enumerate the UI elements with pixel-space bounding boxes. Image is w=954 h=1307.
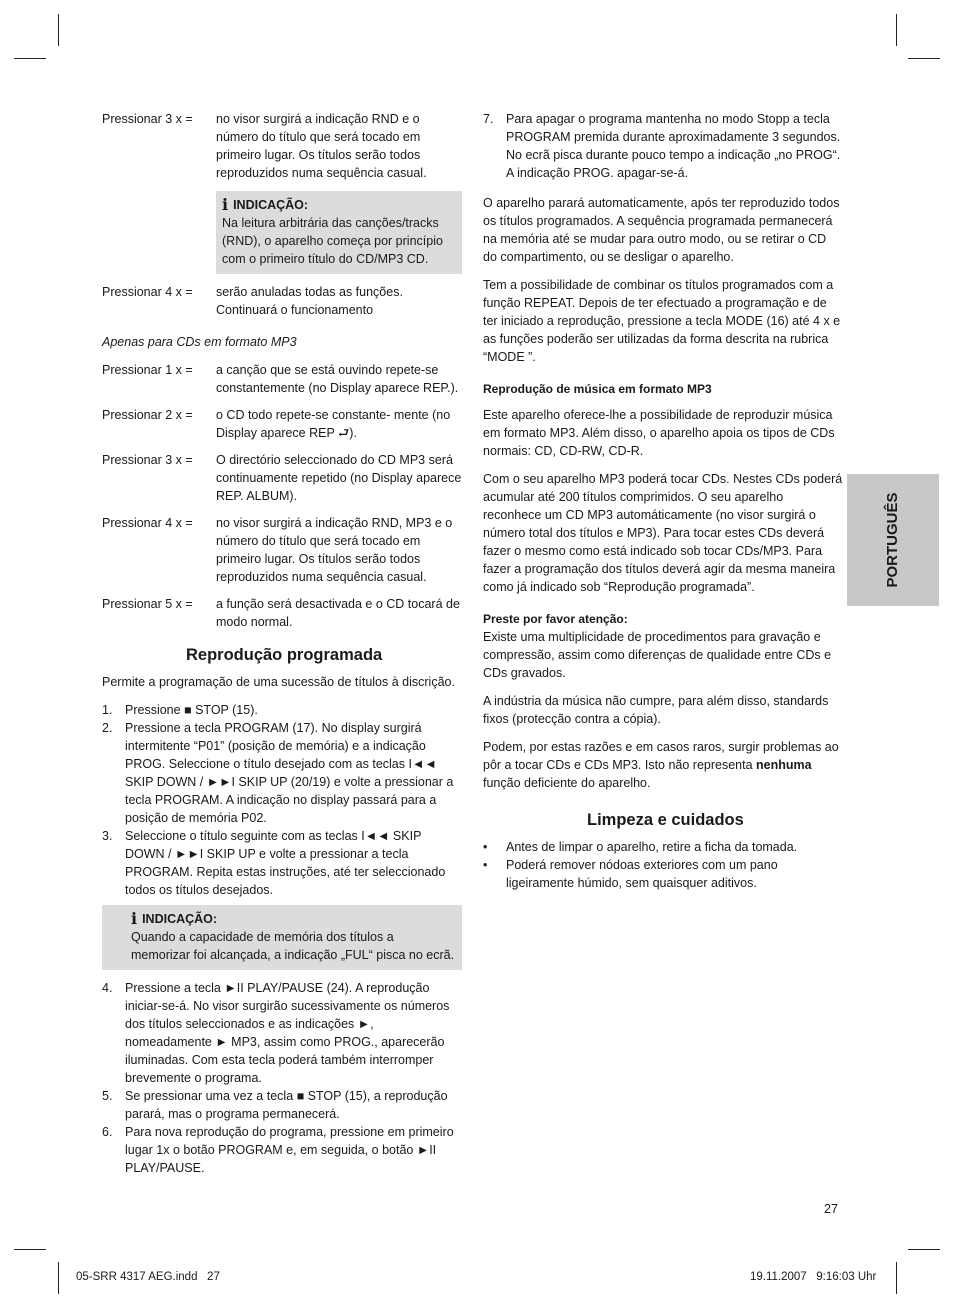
note-wrapper	[216, 191, 462, 274]
bullet-text: Antes de limpar o aparelho, retire a ficha da tomada.	[506, 840, 798, 854]
mode-desc: no visor surgirá a indicação RND e o número do título que será tocado em primeiro lugar. Os títulos serão todos reproduzidos numa sequência casual.	[216, 112, 427, 180]
list-item	[102, 719, 462, 827]
paragraph: O aparelho parará automaticamente, após ter reproduzido todos os títulos programados. A sequência programada permanecerá na memória até se mudar para outro modo, ou se retirar o CD do compartimento, ou se desligar o aparelho.	[483, 196, 840, 264]
step-number: 1.	[102, 703, 113, 717]
note-title: INDICAÇÃO:	[233, 198, 309, 212]
bullet-icon: •	[483, 858, 488, 872]
emphasis-text: nenhuma	[756, 758, 812, 772]
mode-row	[102, 451, 462, 505]
mode-row	[102, 110, 462, 182]
step-text: Pressione a tecla PROGRAM (17). No display surgirá intermitente “P01” (posição de memória) e a indicação PROG. Seleccione o título desejado com as teclas I◄◄ SKIP DOWN / ►►I SKIP UP (20/19) e volte a pressionar a tecla PROGRAM. A indicação no display passará para a posição de memória P02.	[125, 721, 454, 825]
list-item	[102, 827, 462, 899]
note-box	[102, 905, 462, 970]
subheading-attention: Preste por favor atenção:	[483, 612, 628, 626]
footer-file-info: 05-SRR 4317 AEG.indd 27	[76, 1271, 220, 1283]
crop-mark	[908, 1249, 940, 1250]
list-item	[102, 701, 462, 719]
mode-key: Pressionar 1 x =	[102, 363, 193, 377]
note-title-row	[222, 196, 456, 214]
mode-row	[102, 406, 462, 442]
step-number: 3.	[102, 829, 113, 843]
crop-mark	[58, 14, 59, 46]
mode-key: Pressionar 4 x =	[102, 516, 193, 530]
mode-desc: no visor surgirá a indicação RND, MP3 e o número do título que será tocado em primeiro lugar. Os títulos serão todos reproduzidos numa sequência casual.	[216, 516, 453, 584]
paragraph: Existe uma multiplicidade de procedimentos para gravação e compressão, assim como diferenças de qualidade entre CDs e CDs gravados.	[483, 630, 832, 680]
mode-row	[102, 595, 462, 631]
mode-row	[102, 514, 462, 586]
program-steps	[102, 701, 462, 899]
program-steps	[102, 979, 462, 1177]
crop-mark	[14, 58, 46, 59]
paragraph	[483, 738, 843, 792]
step-text: Se pressionar uma vez a tecla ■ STOP (15), a reprodução parará, mas o programa permanecerá.	[125, 1089, 448, 1121]
program-intro: Permite a programação de uma sucessão de títulos à discrição.	[102, 675, 455, 689]
mp3-only-label: Apenas para CDs em formato MP3	[102, 335, 297, 349]
mode-desc: serão anuladas todas as funções. Continuará o funcionamento	[216, 285, 403, 317]
mode-desc: O directório seleccionado do CD MP3 será continuamente repetido (no Display aparece REP. ALBUM).	[216, 453, 462, 503]
paragraph-text: Podem, por estas razões e em casos raros, surgir problemas ao pôr a tocar CDs e CDs MP3. Isto não representa	[483, 740, 839, 772]
mode-key: Pressionar 3 x =	[102, 453, 193, 467]
info-icon: i	[222, 195, 229, 214]
step-number: 6.	[102, 1125, 113, 1139]
bullet-list	[483, 838, 843, 892]
mode-desc: a canção que se está ouvindo repete-se constantemente (no Display aparece REP.).	[216, 363, 459, 395]
note-title: INDICAÇÃO:	[142, 912, 218, 926]
list-item	[102, 1087, 462, 1123]
language-tab-label: PORTUGUÊS	[884, 492, 901, 588]
list-item	[483, 838, 843, 856]
bullet-text: Poderá remover nódoas exteriores com um pano ligeiramente húmido, sem quaisquer aditivos.	[506, 858, 778, 890]
step-text: Pressione ■ STOP (15).	[125, 703, 258, 717]
note-title-row	[131, 910, 456, 928]
mode-key: Pressionar 3 x =	[102, 112, 193, 126]
step-number: 7.	[483, 112, 494, 126]
note-text: Quando a capacidade de memória dos títulos a memorizar foi alcançada, a indicação „FUL“ pisca no ecrã.	[131, 930, 455, 962]
left-column	[102, 110, 462, 1187]
crop-mark	[908, 58, 940, 59]
right-column	[483, 110, 843, 892]
crop-mark	[14, 1249, 46, 1250]
mode-key: Pressionar 4 x =	[102, 285, 193, 299]
mode-key: Pressionar 2 x =	[102, 408, 193, 422]
step-number: 4.	[102, 981, 113, 995]
footer-timestamp: 19.11.2007 9:16:03 Uhr	[750, 1271, 877, 1283]
step-number: 2.	[102, 721, 113, 735]
language-tab	[847, 474, 939, 606]
section-heading-program: Reprodução programada	[186, 646, 383, 664]
section-heading-cleaning: Limpeza e cuidados	[587, 811, 744, 829]
mode-desc: o CD todo repete-se constante- mente (no Display aparece REP ⮐).	[216, 408, 451, 440]
paragraph: A indústria da música não cumpre, para além disso, standards fixos (protecção contra a cópia).	[483, 694, 829, 726]
paragraph: Tem a possibilidade de combinar os títulos programados com a função REPEAT. Depois de ter efectuado a programação e de ter iniciado a reprodução, pressione a tecla MODE (16) até 4 x e as funções poderão ser utilizadas da forma descrita na rubrica “MODE ”.	[483, 278, 841, 364]
mode-key: Pressionar 5 x =	[102, 597, 193, 611]
paragraph: Este aparelho oferece-lhe a possibilidade de reproduzir música em formato MP3. Além disso, o aparelho apoia os tipos de CDs normais: CD, CD-RW, CD-R.	[483, 408, 835, 458]
step-text: Para apagar o programa mantenha no modo Stopp a tecla PROGRAM premida durante aproximadamente 3 segundos. No ecrã pisca durante pouco tempo a indicação „no PROG“. A indicação PROG. apagar-se-á.	[506, 112, 841, 180]
page-number: 27	[824, 1202, 838, 1216]
program-steps	[483, 110, 843, 182]
mode-row	[102, 283, 462, 319]
mode-desc: a função será desactivada e o CD tocará de modo normal.	[216, 597, 460, 629]
note-box	[216, 191, 462, 274]
list-item	[483, 110, 843, 182]
step-number: 5.	[102, 1089, 113, 1103]
bullet-icon: •	[483, 840, 488, 854]
subheading-mp3: Reprodução de música em formato MP3	[483, 382, 712, 396]
note-text: Na leitura arbitrária das canções/tracks (RND), o aparelho começa por princípio com o primeiro título do CD/MP3 CD.	[222, 216, 443, 266]
crop-mark	[896, 14, 897, 46]
step-text: Pressione a tecla ►II PLAY/PAUSE (24). A reprodução iniciar-se-á. No visor surgirão sucessivamente os números dos títulos seleccionados e as indicações ►, nomeadamente ► MP3, assim como PROG., aparecerão iluminadas. Com esta tecla poderá também interromper brevemente o programa.	[125, 981, 450, 1085]
list-item	[483, 856, 843, 892]
list-item	[102, 979, 462, 1087]
step-text: Seleccione o título seguinte com as teclas I◄◄ SKIP DOWN / ►►I SKIP UP e volte a pressionar a tecla PROGRAM. Repita estas instruções, até ter seleccionado todos os títulos desejados.	[125, 829, 446, 897]
mode-row	[102, 361, 462, 397]
paragraph: Com o seu aparelho MP3 poderá tocar CDs. Nestes CDs poderá acumular até 200 títulos comprimidos. O seu aparelho reconhece um CD MP3 automáticamente (no visor surgirá o número total dos títulos e MP3). Para tocar estes CDs deverá fazer o mesmo como está indicado sob tocar CDs/MP3. Para fazer a programação dos títulos deverá agir da mesma maneira como já indicado sob “Reprodução programada”.	[483, 472, 843, 594]
info-icon: i	[131, 909, 138, 928]
list-item	[102, 1123, 462, 1177]
paragraph-text: função deficiente do aparelho.	[483, 776, 651, 790]
crop-mark	[896, 1262, 897, 1294]
step-text: Para nova reprodução do programa, pressione em primeiro lugar 1x o botão PROGRAM e, em seguida, o botão ►II PLAY/PAUSE.	[125, 1125, 454, 1175]
crop-mark	[58, 1262, 59, 1294]
